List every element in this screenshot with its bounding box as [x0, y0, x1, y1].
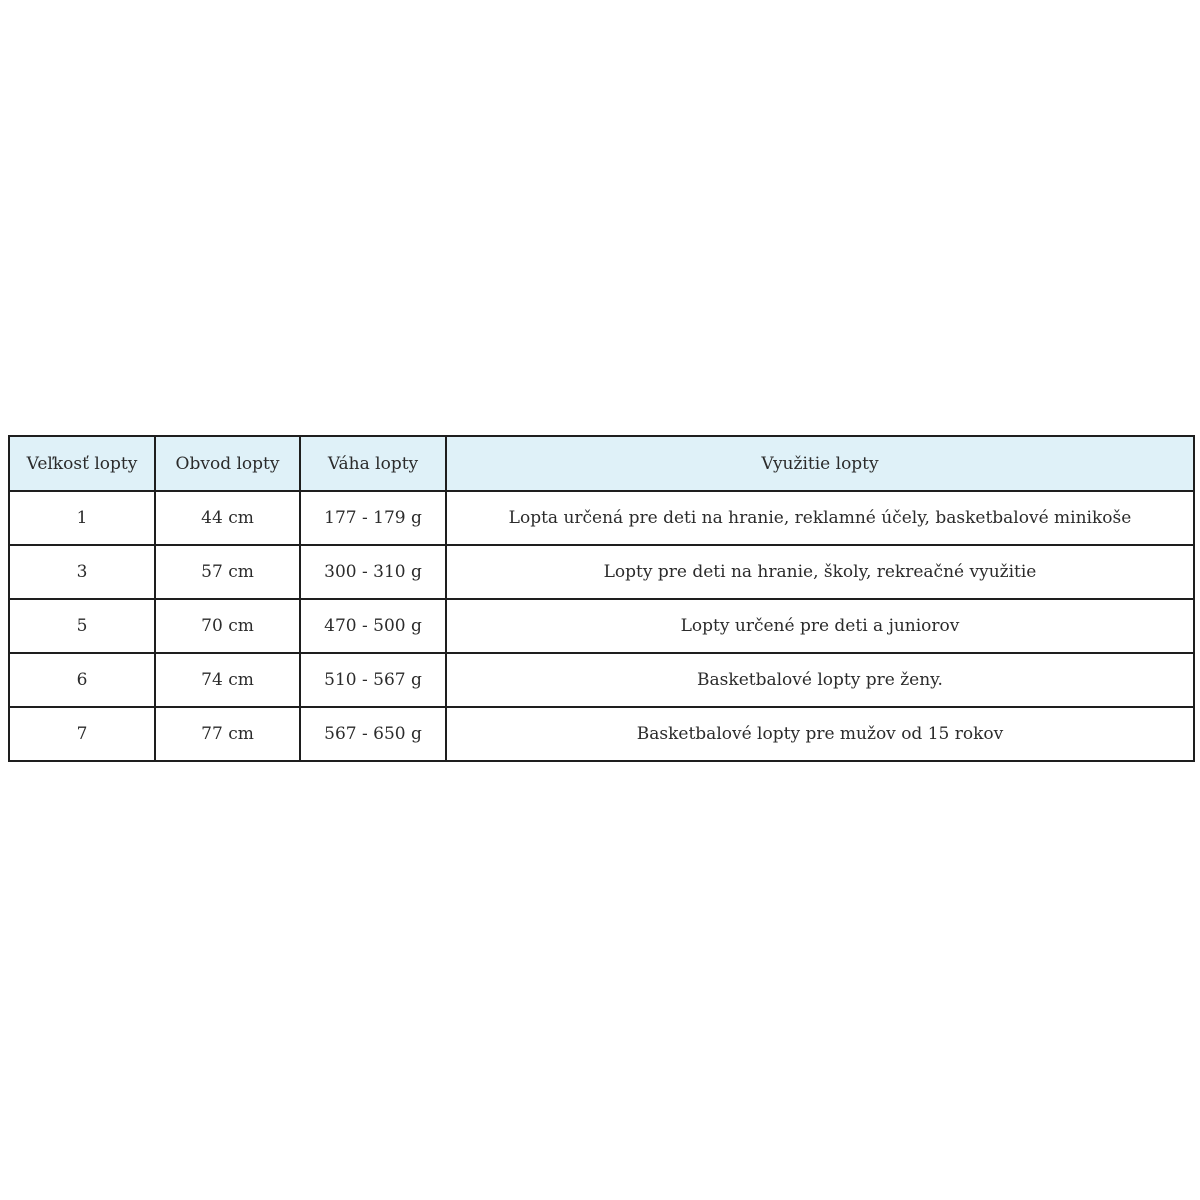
cell-weight: 470 - 500 g: [300, 599, 446, 653]
header-usage: Využitie lopty: [446, 436, 1194, 491]
cell-circumference: 70 cm: [155, 599, 300, 653]
table-row: [9, 545, 1194, 599]
header-ball-size: Veľkosť lopty: [9, 436, 155, 491]
ball-size-table: [8, 435, 1195, 762]
cell-usage: Basketbalové lopty pre mužov od 15 rokov: [446, 707, 1194, 761]
table-body: [9, 491, 1194, 761]
table-row: [9, 491, 1194, 545]
cell-weight: 300 - 310 g: [300, 545, 446, 599]
cell-weight: 567 - 650 g: [300, 707, 446, 761]
cell-usage: Lopty pre deti na hranie, školy, rekreačné využitie: [446, 545, 1194, 599]
cell-size: 5: [9, 599, 155, 653]
cell-size: 1: [9, 491, 155, 545]
cell-circumference: 44 cm: [155, 491, 300, 545]
cell-size: 6: [9, 653, 155, 707]
cell-size: 7: [9, 707, 155, 761]
cell-usage: Basketbalové lopty pre ženy.: [446, 653, 1194, 707]
cell-usage: Lopty určené pre deti a juniorov: [446, 599, 1194, 653]
cell-circumference: 57 cm: [155, 545, 300, 599]
cell-usage: Lopta určená pre deti na hranie, reklamné účely, basketbalové minikoše: [446, 491, 1194, 545]
table-row: [9, 653, 1194, 707]
cell-weight: 177 - 179 g: [300, 491, 446, 545]
table-row: [9, 599, 1194, 653]
cell-circumference: 74 cm: [155, 653, 300, 707]
cell-weight: 510 - 567 g: [300, 653, 446, 707]
cell-circumference: 77 cm: [155, 707, 300, 761]
header-circumference: Obvod lopty: [155, 436, 300, 491]
header-row: [9, 436, 1194, 491]
header-weight: Váha lopty: [300, 436, 446, 491]
table-header: [9, 436, 1194, 491]
table-row: [9, 707, 1194, 761]
cell-size: 3: [9, 545, 155, 599]
